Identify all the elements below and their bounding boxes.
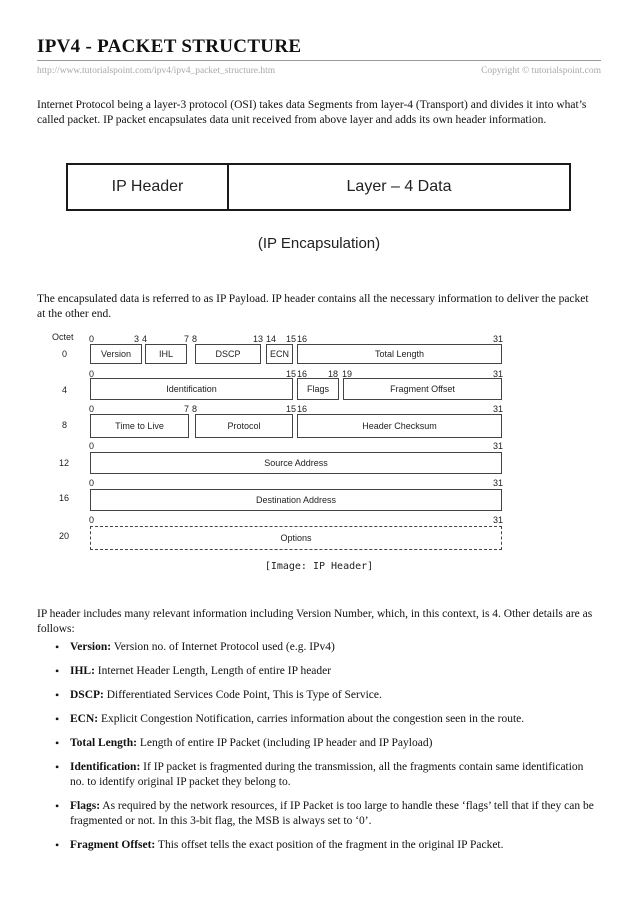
- list-item-desc: This offset tells the exact position of the fragment in the original IP Packet.: [155, 839, 504, 851]
- list-item: [55, 688, 600, 703]
- bit-label: 7: [184, 334, 190, 344]
- bit-label: 31: [493, 404, 504, 414]
- field-source-address: Source Address: [90, 452, 502, 474]
- bit-label: 16: [297, 334, 308, 344]
- encap-layer4-data-cell: Layer – 4 Data: [346, 178, 452, 195]
- octet-label: 0: [62, 349, 68, 359]
- list-item: [55, 664, 600, 679]
- bit-label: 15: [286, 369, 297, 379]
- octet-label: 12: [59, 458, 70, 468]
- bit-label: 31: [493, 515, 504, 525]
- list-item-term: Fragment Offset:: [70, 839, 156, 851]
- field-ecn: ECN: [266, 344, 293, 364]
- bit-label: 0: [89, 515, 95, 525]
- field-time-to-live: Time to Live: [90, 414, 189, 438]
- list-item: [55, 760, 600, 790]
- ip-header-caption: [Image: IP Header]: [264, 561, 374, 572]
- bit-label: 31: [493, 441, 504, 451]
- field-protocol: Protocol: [195, 414, 293, 438]
- list-item: [55, 640, 600, 655]
- bit-label: 8: [192, 334, 198, 344]
- octet-label: 16: [59, 493, 70, 503]
- field-version: Version: [90, 344, 142, 364]
- list-item-desc: Length of entire IP Packet (including IP header and IP Payload): [137, 737, 433, 749]
- bit-label: 15: [286, 334, 297, 344]
- octet-heading: Octet: [52, 332, 74, 342]
- header-field-list: [55, 640, 600, 853]
- page-title: IPV4 - PACKET STRUCTURE: [37, 36, 302, 57]
- field-identification: Identification: [90, 378, 293, 400]
- field-header-checksum: Header Checksum: [297, 414, 502, 438]
- field-total-length: Total Length: [297, 344, 502, 364]
- field-ihl: IHL: [145, 344, 187, 364]
- encapsulation-caption: (IP Encapsulation): [257, 235, 381, 252]
- bit-label: 3: [134, 334, 140, 344]
- field-destination-address: Destination Address: [90, 489, 502, 511]
- octet-label: 20: [59, 531, 70, 541]
- copyright-notice: Copyright © tutorialspoint.com: [481, 66, 601, 76]
- list-item-term: DSCP:: [70, 689, 104, 701]
- list-item: [55, 712, 600, 727]
- bit-label: 15: [286, 404, 297, 414]
- list-item: [55, 799, 600, 829]
- list-item-term: Version:: [70, 641, 112, 653]
- bit-label: 8: [192, 404, 198, 414]
- list-item-desc: As required by the network resources, if IP Packet is too large to handle these ‘flags’ tell that if they can be fragmented or not. In this 3-bit flag, the MSB is always set to ‘0’.: [70, 800, 594, 827]
- bit-label: 4: [142, 334, 148, 344]
- bit-label: 0: [89, 478, 95, 488]
- bit-label: 16: [297, 404, 308, 414]
- field-flags: Flags: [297, 378, 339, 400]
- bit-label: 0: [89, 369, 95, 379]
- bit-label: 31: [493, 334, 504, 344]
- list-item-desc: Differentiated Services Code Point, This is Type of Service.: [103, 689, 382, 701]
- bit-label: 31: [493, 369, 504, 379]
- field-fragment-offset: Fragment Offset: [343, 378, 502, 400]
- field-dscp: DSCP: [195, 344, 261, 364]
- list-item: [55, 838, 600, 853]
- list-item: [55, 736, 600, 751]
- list-item-desc: If IP packet is fragmented during the transmission, all the fragments contain same identification no. to identify original IP packet they belong to.: [70, 761, 584, 788]
- field-options: Options: [90, 526, 502, 550]
- bit-label: 31: [493, 478, 504, 488]
- bit-label: 0: [89, 334, 95, 344]
- intro-paragraph: Internet Protocol being a layer-3 protocol (OSI) takes data Segments from layer-4 (Transport) and divides it into what’s called packet. IP packet encapsulates data unit received from above layer and adds its own header information.: [37, 99, 587, 126]
- encapsulation-diagram: [66, 163, 571, 211]
- list-item-term: ECN:: [70, 713, 99, 725]
- list-item-desc: Explicit Congestion Notification, carries information about the congestion seen in the route.: [98, 713, 525, 725]
- list-item-desc: Internet Header Length, Length of entire IP header: [94, 665, 332, 677]
- list-item-term: IHL:: [70, 665, 95, 677]
- list-item-desc: Version no. of Internet Protocol used (e.g. IPv4): [111, 641, 335, 653]
- title-divider: [37, 60, 601, 61]
- bit-label: 13: [253, 334, 264, 344]
- bit-label: 14: [266, 334, 277, 344]
- payload-paragraph: The encapsulated data is referred to as IP Payload. IP header contains all the necessary information to deliver the packet at the other end.: [37, 293, 589, 320]
- details-intro-paragraph: IP header includes many relevant information including Version Number, which, in this context, is 4. Other details are as follows:: [37, 608, 593, 635]
- encap-ip-header-cell: IP Header: [68, 165, 229, 209]
- bit-label: 19: [342, 369, 353, 379]
- list-item-term: Flags:: [70, 800, 101, 812]
- bit-label: 0: [89, 404, 95, 414]
- list-item-term: Total Length:: [70, 737, 137, 749]
- octet-label: 8: [62, 420, 68, 430]
- list-item-term: Identification:: [70, 761, 141, 773]
- bit-label: 18: [328, 369, 339, 379]
- bit-label: 0: [89, 441, 95, 451]
- bit-label: 16: [297, 369, 308, 379]
- octet-label: 4: [62, 385, 68, 395]
- source-url: http://www.tutorialspoint.com/ipv4/ipv4_packet_structure.htm: [37, 66, 276, 76]
- bit-label: 7: [184, 404, 190, 414]
